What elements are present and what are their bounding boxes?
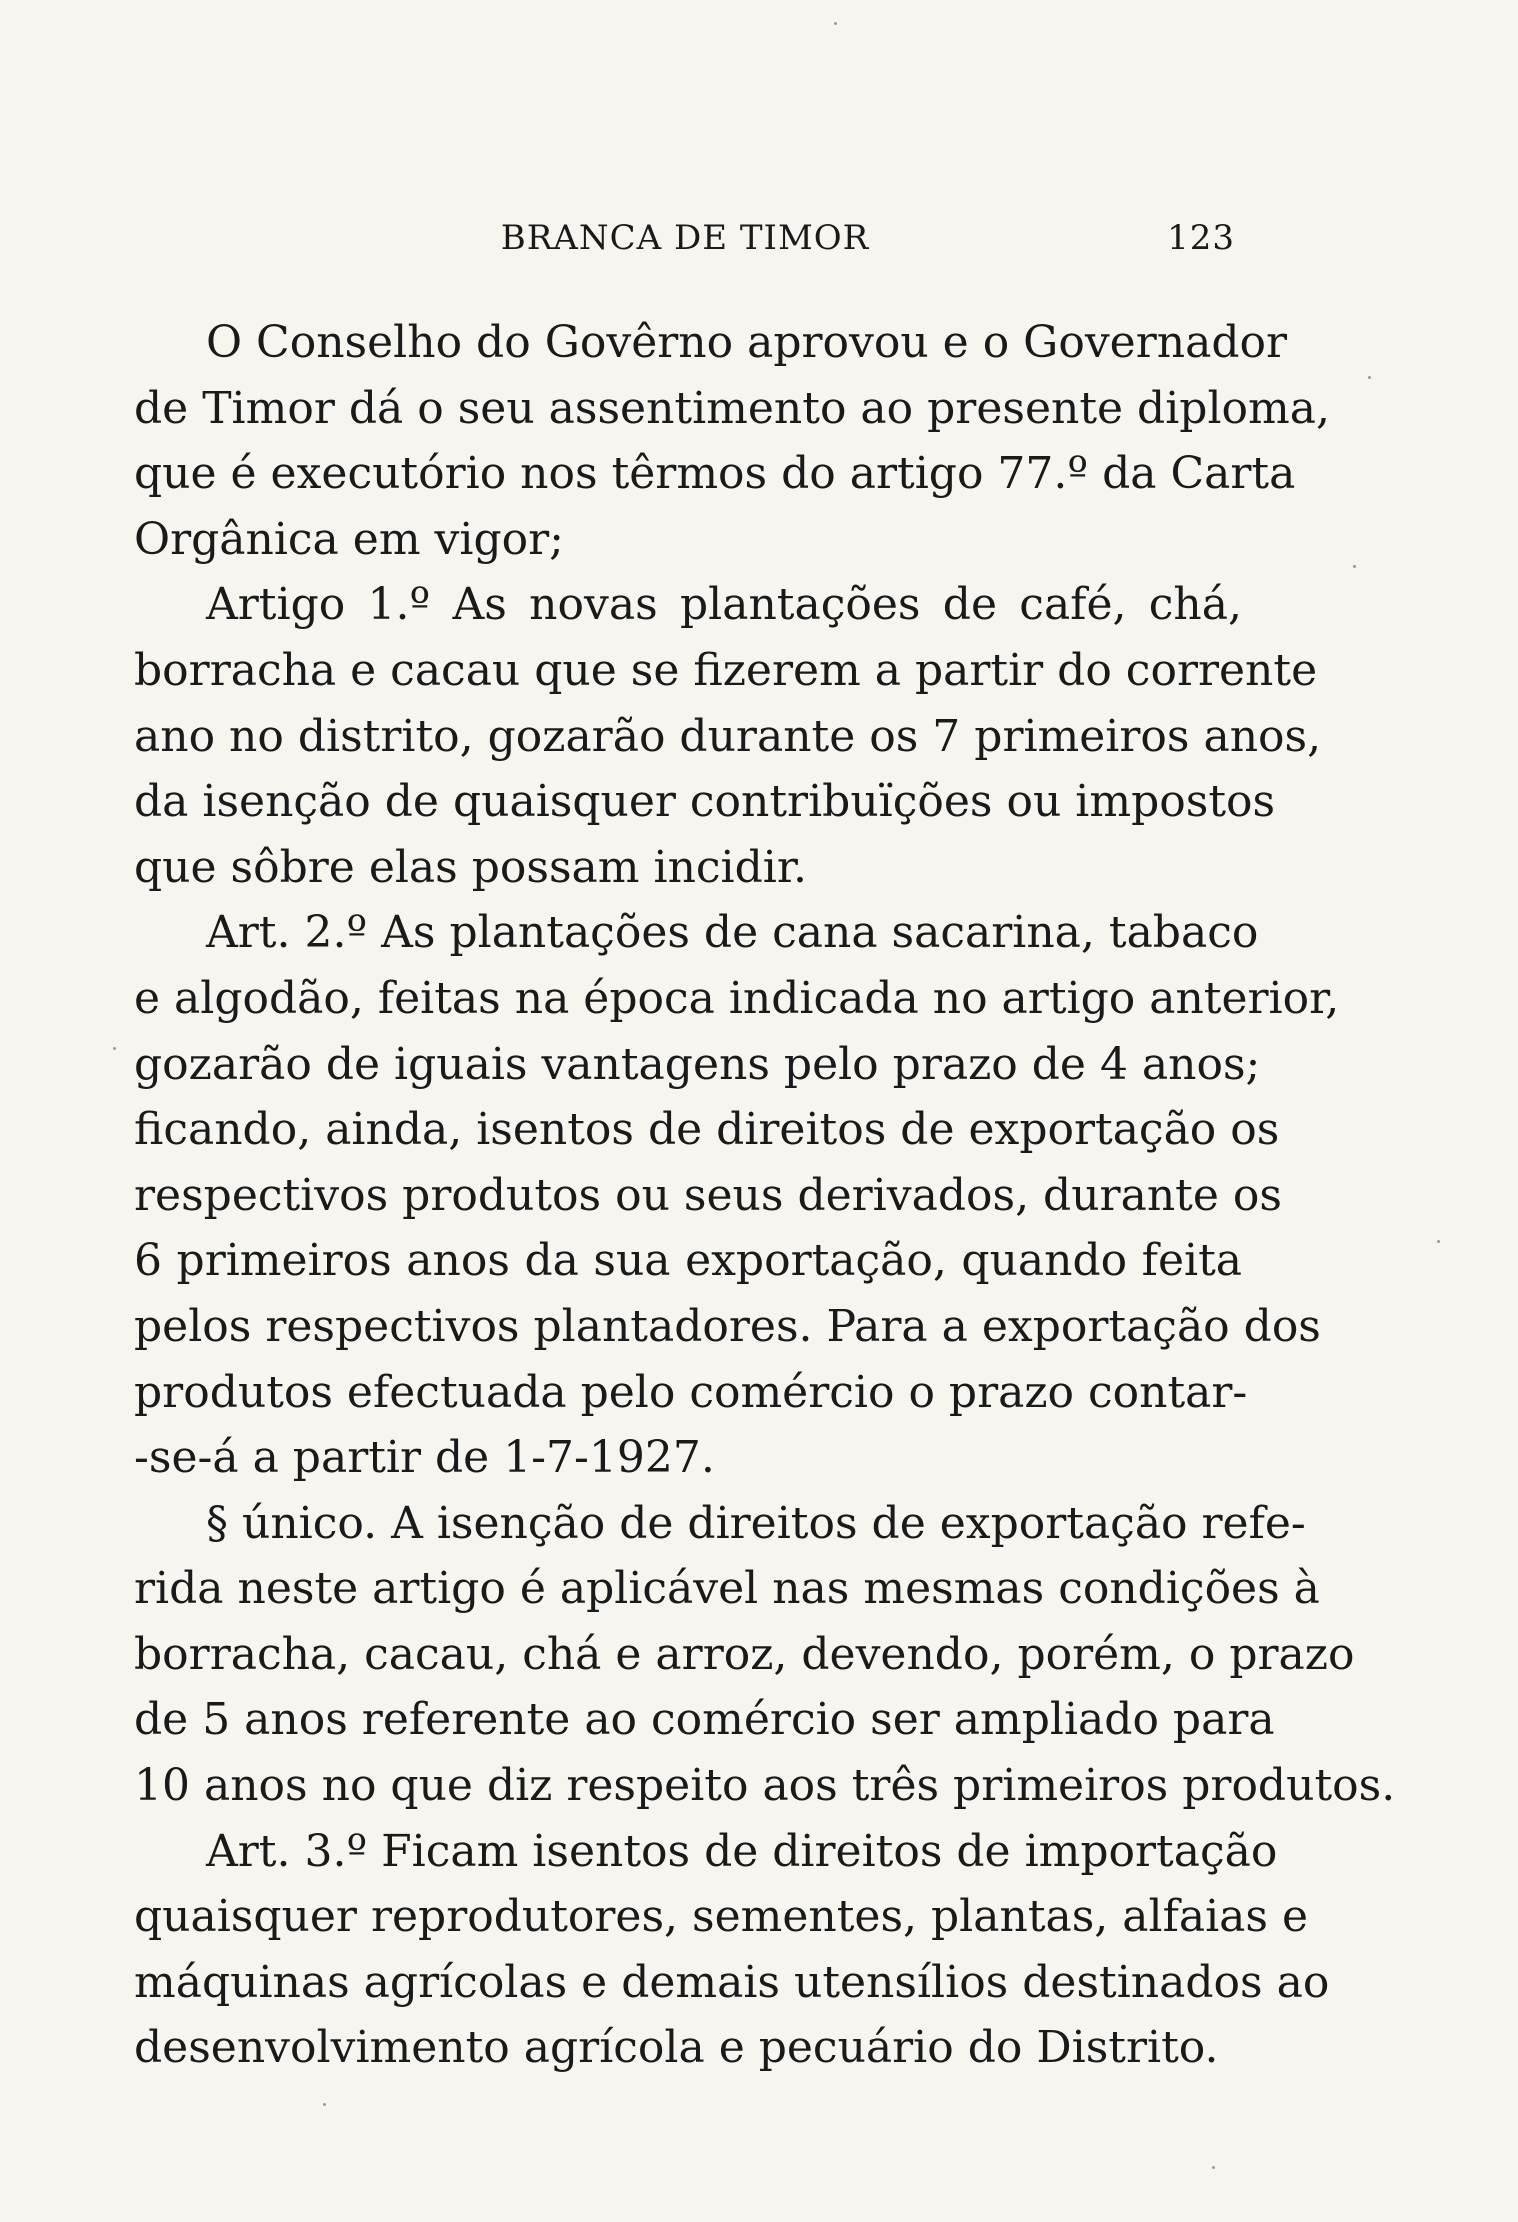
text-line: ficando, ainda, isentos de direitos de exportação os — [134, 1104, 1280, 1156]
text-line: que sôbre elas possam incidir. — [134, 841, 808, 893]
text-line: máquinas agrícolas e demais utensílios destinados ao — [134, 1956, 1330, 2008]
text-line: pelos respectivos plantadores. Para a exportação dos — [134, 1300, 1321, 1352]
scan-speck — [1368, 376, 1371, 379]
text-line: -se-á a partir de 1-7-1927. — [134, 1432, 715, 1484]
text-line: respectivos produtos ou seus derivados, durante os — [134, 1169, 1282, 1221]
text-line: produtos efectuada pelo comércio o prazo contar- — [134, 1366, 1248, 1418]
text-line: borracha e cacau que se fizerem a partir do corrente — [134, 644, 1318, 696]
running-title: BRANCA DE TIMOR — [500, 218, 870, 258]
text-line: borracha, cacau, chá e arroz, devendo, porém, o prazo — [134, 1628, 1355, 1680]
text-line: Orgânica em vigor; — [134, 513, 564, 565]
text-line: § único. A isenção de direitos de exportação refe- — [206, 1497, 1306, 1549]
text-line: gozarão de iguais vantagens pelo prazo de 4 anos; — [134, 1038, 1261, 1090]
text-line: ano no distrito, gozarão durante os 7 primeiros anos, — [134, 710, 1322, 762]
body-text — [134, 310, 1396, 2081]
text-line: de Timor dá o seu assentimento ao presente diploma, — [134, 382, 1330, 434]
text-line: O Conselho do Govêrno aprovou e o Governador — [206, 317, 1288, 368]
scan-speck — [1212, 2166, 1215, 2169]
text-line: Artigo 1.º As novas plantações de café, chá, — [206, 579, 1242, 631]
text-line: e algodão, feitas na época indicada no artigo anterior, — [134, 972, 1340, 1024]
text-line: Art. 3.º Ficam isentos de direitos de importação — [206, 1825, 1278, 1877]
text-line: Art. 2.º As plantações de cana sacarina, tabaco — [206, 907, 1259, 959]
scan-speck — [323, 2103, 326, 2106]
page-number: 123 — [1167, 218, 1235, 258]
scan-speck — [113, 1047, 116, 1050]
text-line: de 5 anos referente ao comércio ser ampliado para — [134, 1694, 1275, 1746]
text-line: que é executório nos têrmos do artigo 77.º da Carta — [134, 448, 1296, 500]
text-line: 6 primeiros anos da sua exportação, quando feita — [134, 1235, 1242, 1287]
text-line: rida neste artigo é aplicável nas mesmas condições à — [134, 1563, 1320, 1615]
scan-speck — [834, 22, 837, 25]
text-line: quaisquer reprodutores, sementes, plantas, alfaias e — [134, 1891, 1309, 1943]
scan-speck — [1353, 565, 1356, 568]
text-line: da isenção de quaisquer contribuïções ou impostos — [134, 776, 1276, 828]
text-line: desenvolvimento agrícola e pecuário do Distrito. — [134, 2022, 1219, 2074]
text-line: 10 anos no que diz respeito aos três primeiros produtos. — [134, 1760, 1396, 1812]
scan-speck — [1437, 1240, 1440, 1243]
running-head — [135, 218, 1235, 268]
